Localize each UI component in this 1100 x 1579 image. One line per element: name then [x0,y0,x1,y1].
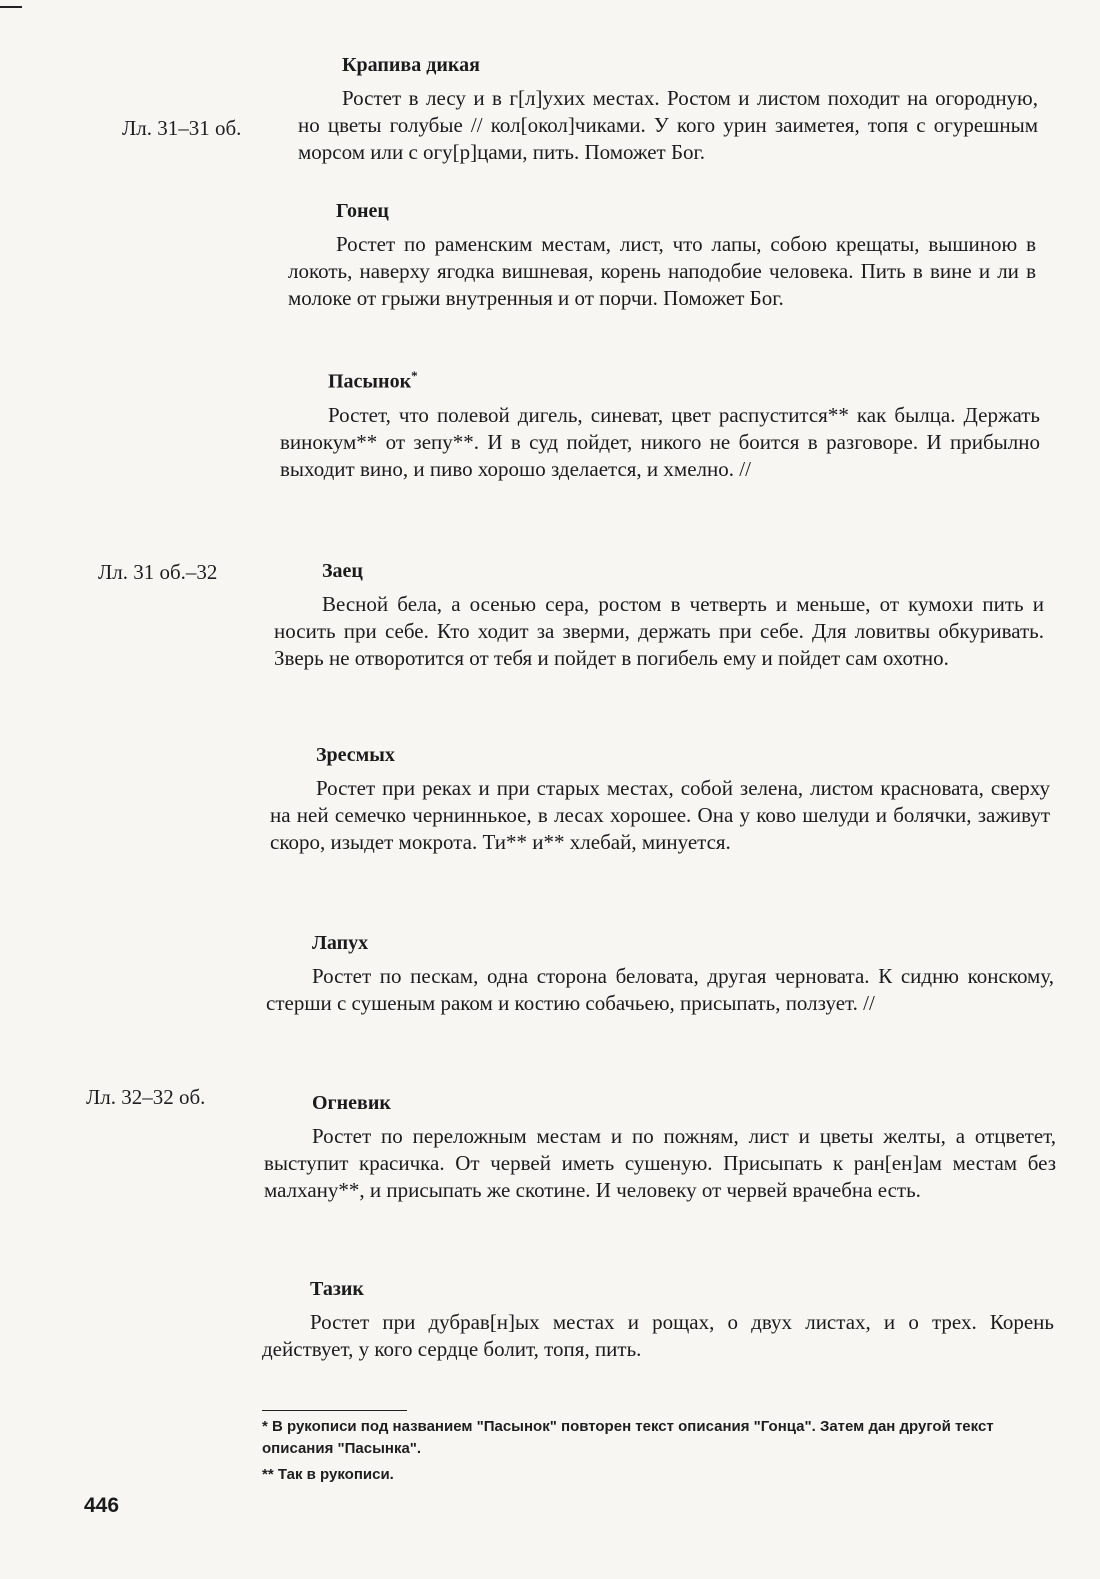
entry-text: Ростет по переложным местам и по пожням, лист и цветы желты, а отцветет, выступит красичка. От червей иметь сушеную. Присыпать к ран[ен]ам местам без малхану**, и присыпать же скотине. И человеку от червей врачебна есть. [264,1124,1056,1202]
entry-title: Гонец [336,200,389,222]
corner-mark [0,6,22,8]
entry-title: Тазик [310,1278,364,1300]
entry-title [328,368,1040,394]
footnote-divider [262,1410,407,1411]
entry-title: Крапива дикая [342,54,480,76]
footnote: * В рукописи под названием "Пасынок" повторен текст описания "Гонца". Затем дан другой текст описания "Пасынка". [262,1418,994,1457]
entry-title: Лапух [312,932,369,954]
entry-text: Ростет по пескам, одна сторона беловата, другая черновата. К сидню конскому, стерши с сушеным раком и костию собачьею, присыпать, ползует. // [266,964,1054,1015]
entry-tazik [262,1278,1054,1363]
entry-zaets [274,560,1044,672]
entry-zresmykh [270,744,1050,856]
entry-ognevik [264,1092,1056,1204]
entry-title: Огневик [312,1092,391,1114]
margin-note-folio: Лл. 31–31 об. [122,116,242,140]
page-number: 446 [84,1494,120,1517]
entry-text: Весной бела, а осенью сера, ростом в четверть и меньше, от кумохи пить и носить при себе. Кто ходит за зверми, держать при себе. Для ловитвы обкуривать. Зверь не отворотится от тебя и пойдет в погибель ему и пойдет сам охотно. [274,592,1044,670]
entry-gonets [288,200,1036,312]
margin-note-folio: Лл. 31 об.–32 [98,560,218,584]
entry-text: Ростет при реках и при старых местах, собой зелена, листом красновата, сверху на ней семечко черниннькое, в лесах хорошее. Она у ково шелуди и болячки, заживут скоро, изыдет мокрота. Ти** и** хлебай, минуется. [270,776,1050,854]
entry-krapiva [298,54,1038,166]
entry-lapukh [266,932,1054,1017]
entry-title-text: Пасынок [328,370,412,393]
entry-text: Ростет в лесу и в г[л]ухих местах. Ростом и листом походит на огородную, но цветы голубые // кол[окол]чиками. У кого урин заиметея, топя с огурешным морсом или с огу[р]цами, пить. Поможет Бог. [298,86,1038,164]
entry-pasynok [280,368,1040,483]
entry-text: Ростет по раменским местам, лист, что лапы, собою крещаты, вышиною в локоть, наверху ягодка вишневая, корень наподобие человека. Пить в вине и ли в молоке от грыжи внутренныя и от порчи. Поможет Бог. [288,232,1036,310]
margin-note-folio: Лл. 32–32 об. [86,1085,206,1109]
footnote-mark: * [411,368,418,383]
entry-text: Ростет при дубрав[н]ых местах и рощах, о двух листах, и о трех. Корень действует, у кого сердце болит, топя, пить. [262,1310,1054,1361]
entry-title: Заец [322,560,363,582]
entry-title: Зресмых [316,744,395,766]
entry-text: Ростет, что полевой дигель, синеват, цвет распустится** как былца. Держать винокум** от зепу**. И в суд пойдет, никого не боится в разговоре. И прибылно выходит вино, и пиво хорошо зделается, и хмелно. // [280,402,1040,481]
footnote: ** Так в рукописи. [262,1466,394,1483]
